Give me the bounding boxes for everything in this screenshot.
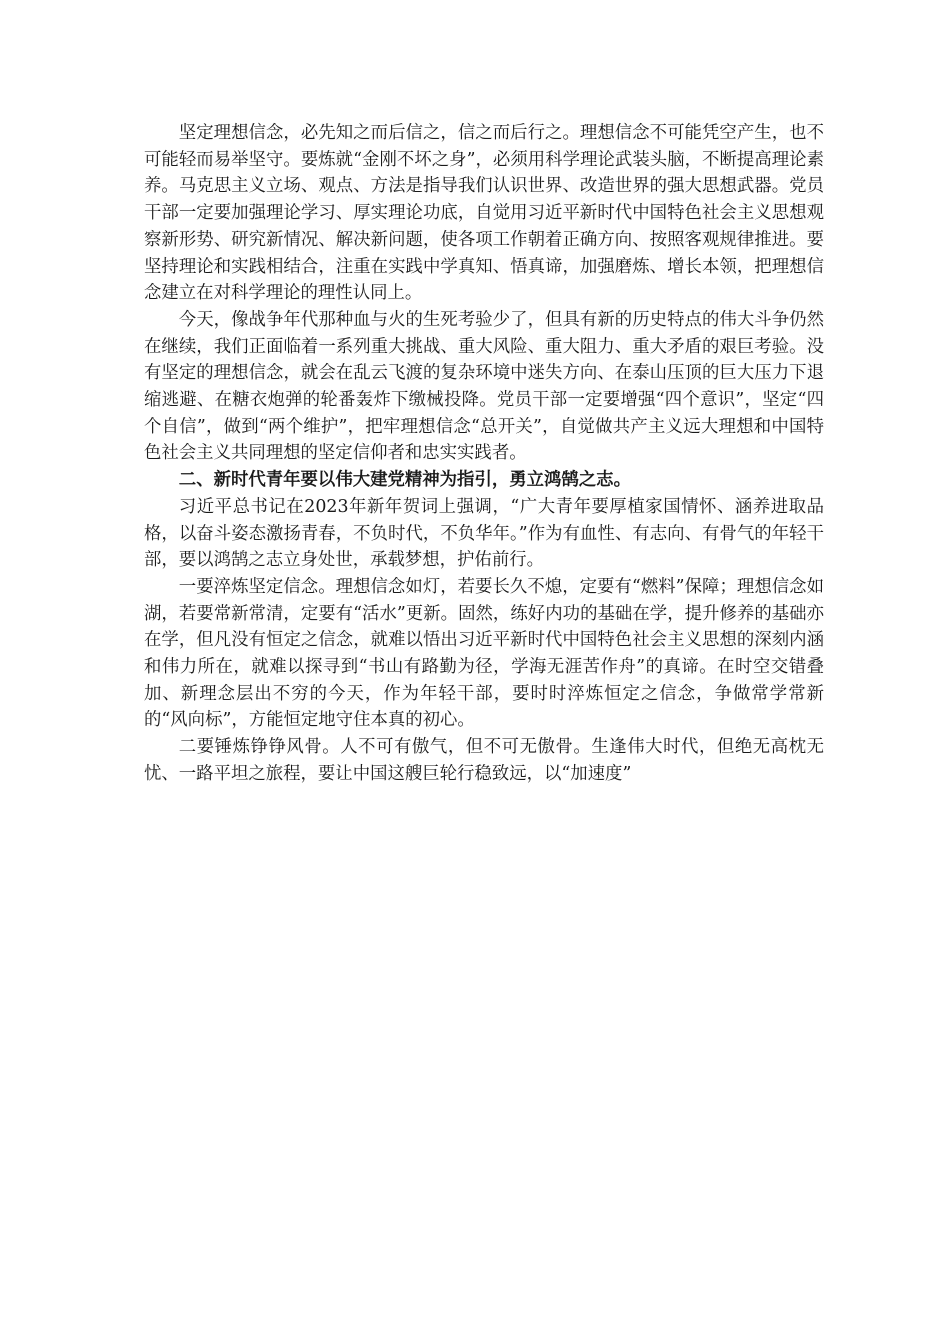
paragraph-temper-backbone: 二要锤炼铮铮风骨。人不可有傲气，但不可无傲骨。生逢伟大时代，但绝无高枕无忧、一路平坦之旅程，要让中国这艘巨轮行稳致远，以“加速度” xyxy=(144,737,824,784)
paragraph-temper-belief: 一要淬炼坚定信念。理想信念如灯，若要长久不熄，定要有“燃料”保障；理想信念如湖，若要常新常清，定要有“活水”更新。固然，练好内功的基础在学，提升修养的基础亦在学，但凡没有恒定之信念，就难以悟出习近平新时代中国特色社会主义思想的深刻内涵和伟力所在，就难以探寻到“书山有路勤为径，学海无涯苦作舟”的真谛。在时空交错叠加、新理念层出不穷的今天，作为年轻干部，要时时淬炼恒定之信念，争做常学常新的“风向标”，方能恒定地守住本真的初心。 xyxy=(144,576,824,731)
paragraph-new-year-address: 习近平总书记在2023年新年贺词上强调，“广大青年要厚植家国情怀、涵养进取品格，以奋斗姿态激扬青春，不负时代，不负华年。”作为有血性、有志向、有骨气的年轻干部，要以鸿鹄之志立身处世，承载梦想，护佑前行。 xyxy=(144,496,824,571)
document-body xyxy=(144,120,824,788)
paragraph-ideals-theory: 坚定理想信念，必先知之而后信之，信之而后行之。理想信念不可能凭空产生，也不可能轻而易举坚守。要炼就“金刚不坏之身”，必须用科学理论武装头脑，不断提高理论素养。马克思主义立场、观点、方法是指导我们认识世界、改造世界的强大思想武器。党员干部一定要加强理论学习、厚实理论功底，自觉用习近平新时代中国特色社会主义思想观察新形势、研究新情况、解决新问题，使各项工作朝着正确方向、按照客观规律推进。要坚持理论和实践相结合，注重在实践中学真知、悟真谛，加强磨炼、增长本领，把理想信念建立在对科学理论的理性认同上。 xyxy=(144,123,824,304)
paragraph-struggle-test: 今天，像战争年代那种血与火的生死考验少了，但具有新的历史特点的伟大斗争仍然在继续，我们正面临着一系列重大挑战、重大风险、重大阻力、重大矛盾的艰巨考验。没有坚定的理想信念，就会在乱云飞渡的复杂环境中迷失方向、在泰山压顶的巨大压力下退缩逃避、在糖衣炮弹的轮番轰炸下缴械投降。党员干部一定要增强“四个意识”，坚定“四个自信”，做到“两个维护”，把牢理想信念“总开关”，自觉做共产主义远大理想和中国特色社会主义共同理想的坚定信仰者和忠实实践者。 xyxy=(144,309,824,464)
section-heading-two: 二、新时代青年要以伟大建党精神为指引，勇立鸿鹄之志。 xyxy=(178,470,631,491)
